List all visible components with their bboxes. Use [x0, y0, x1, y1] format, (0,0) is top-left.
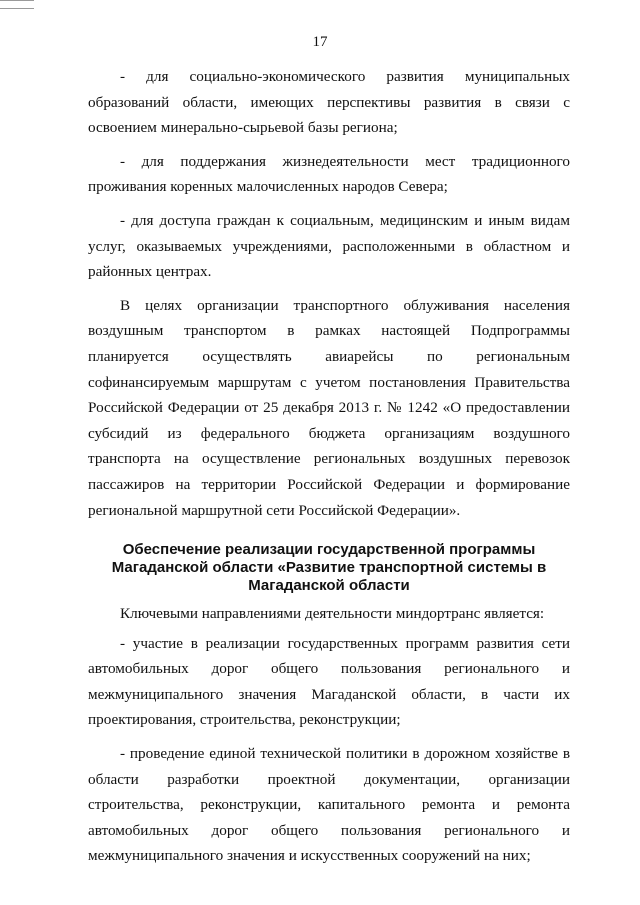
document-body [88, 64, 570, 877]
list-item-indigenous-peoples: - для поддержания жизнедеятельности мест традиционного проживания коренных малочисленных народов Севера; [88, 152, 570, 196]
scan-corner-mark [0, 0, 34, 9]
page-number: 17 [312, 34, 328, 50]
list-item-socio-economic: - для социально-экономического развития муниципальных образований области, имеющих перспективы развития в связи с освоением минерально-сырьевой базы региона; [88, 68, 570, 137]
section-heading: Обеспечение реализации государственной программы Магаданской области «Развитие транспортной системы в Магаданской области [111, 541, 547, 595]
list-item-road-network: - участие в реализации государственных программ развития сети автомобильных дорог общего пользования регионального и межмуниципального значения Магаданской области, в части их проектирования, строительства, реконструкции; [88, 634, 570, 729]
paragraph-key-directions: Ключевыми направлениями деятельности миндортранс является: [120, 605, 545, 623]
list-item-citizen-access: - для доступа граждан к социальным, медицинским и иным видам услуг, оказываемых учреждениями, расположенными в областном и районных центрах. [88, 211, 570, 281]
paragraph-air-transport: В целях организации транспортного облуживания населения воздушным транспортом в рамках настоящей Подпрограммы планируется осуществлять авиарейсы по региональным софинансируемым маршрутам с учетом постановления Правительства Российской Федерации от 25 декабря 2013 г. № 1242 «О предоставлении субсидий из федерального бюджета организациям воздушного транспорта на осуществление региональных воздушных перевозок пассажиров на территории Российской Федерации и формирование региональной маршрутной сети Российской Федерации». [88, 296, 570, 519]
list-item-technical-policy: - проведение единой технической политики в дорожном хозяйстве в области разработки проектной документации, организации строительства, реконструкции, капитального ремонта и ремонта автомобильных дорог общего пользования регионального и межмуниципального значения и искусственных сооружений на них; [88, 745, 570, 865]
